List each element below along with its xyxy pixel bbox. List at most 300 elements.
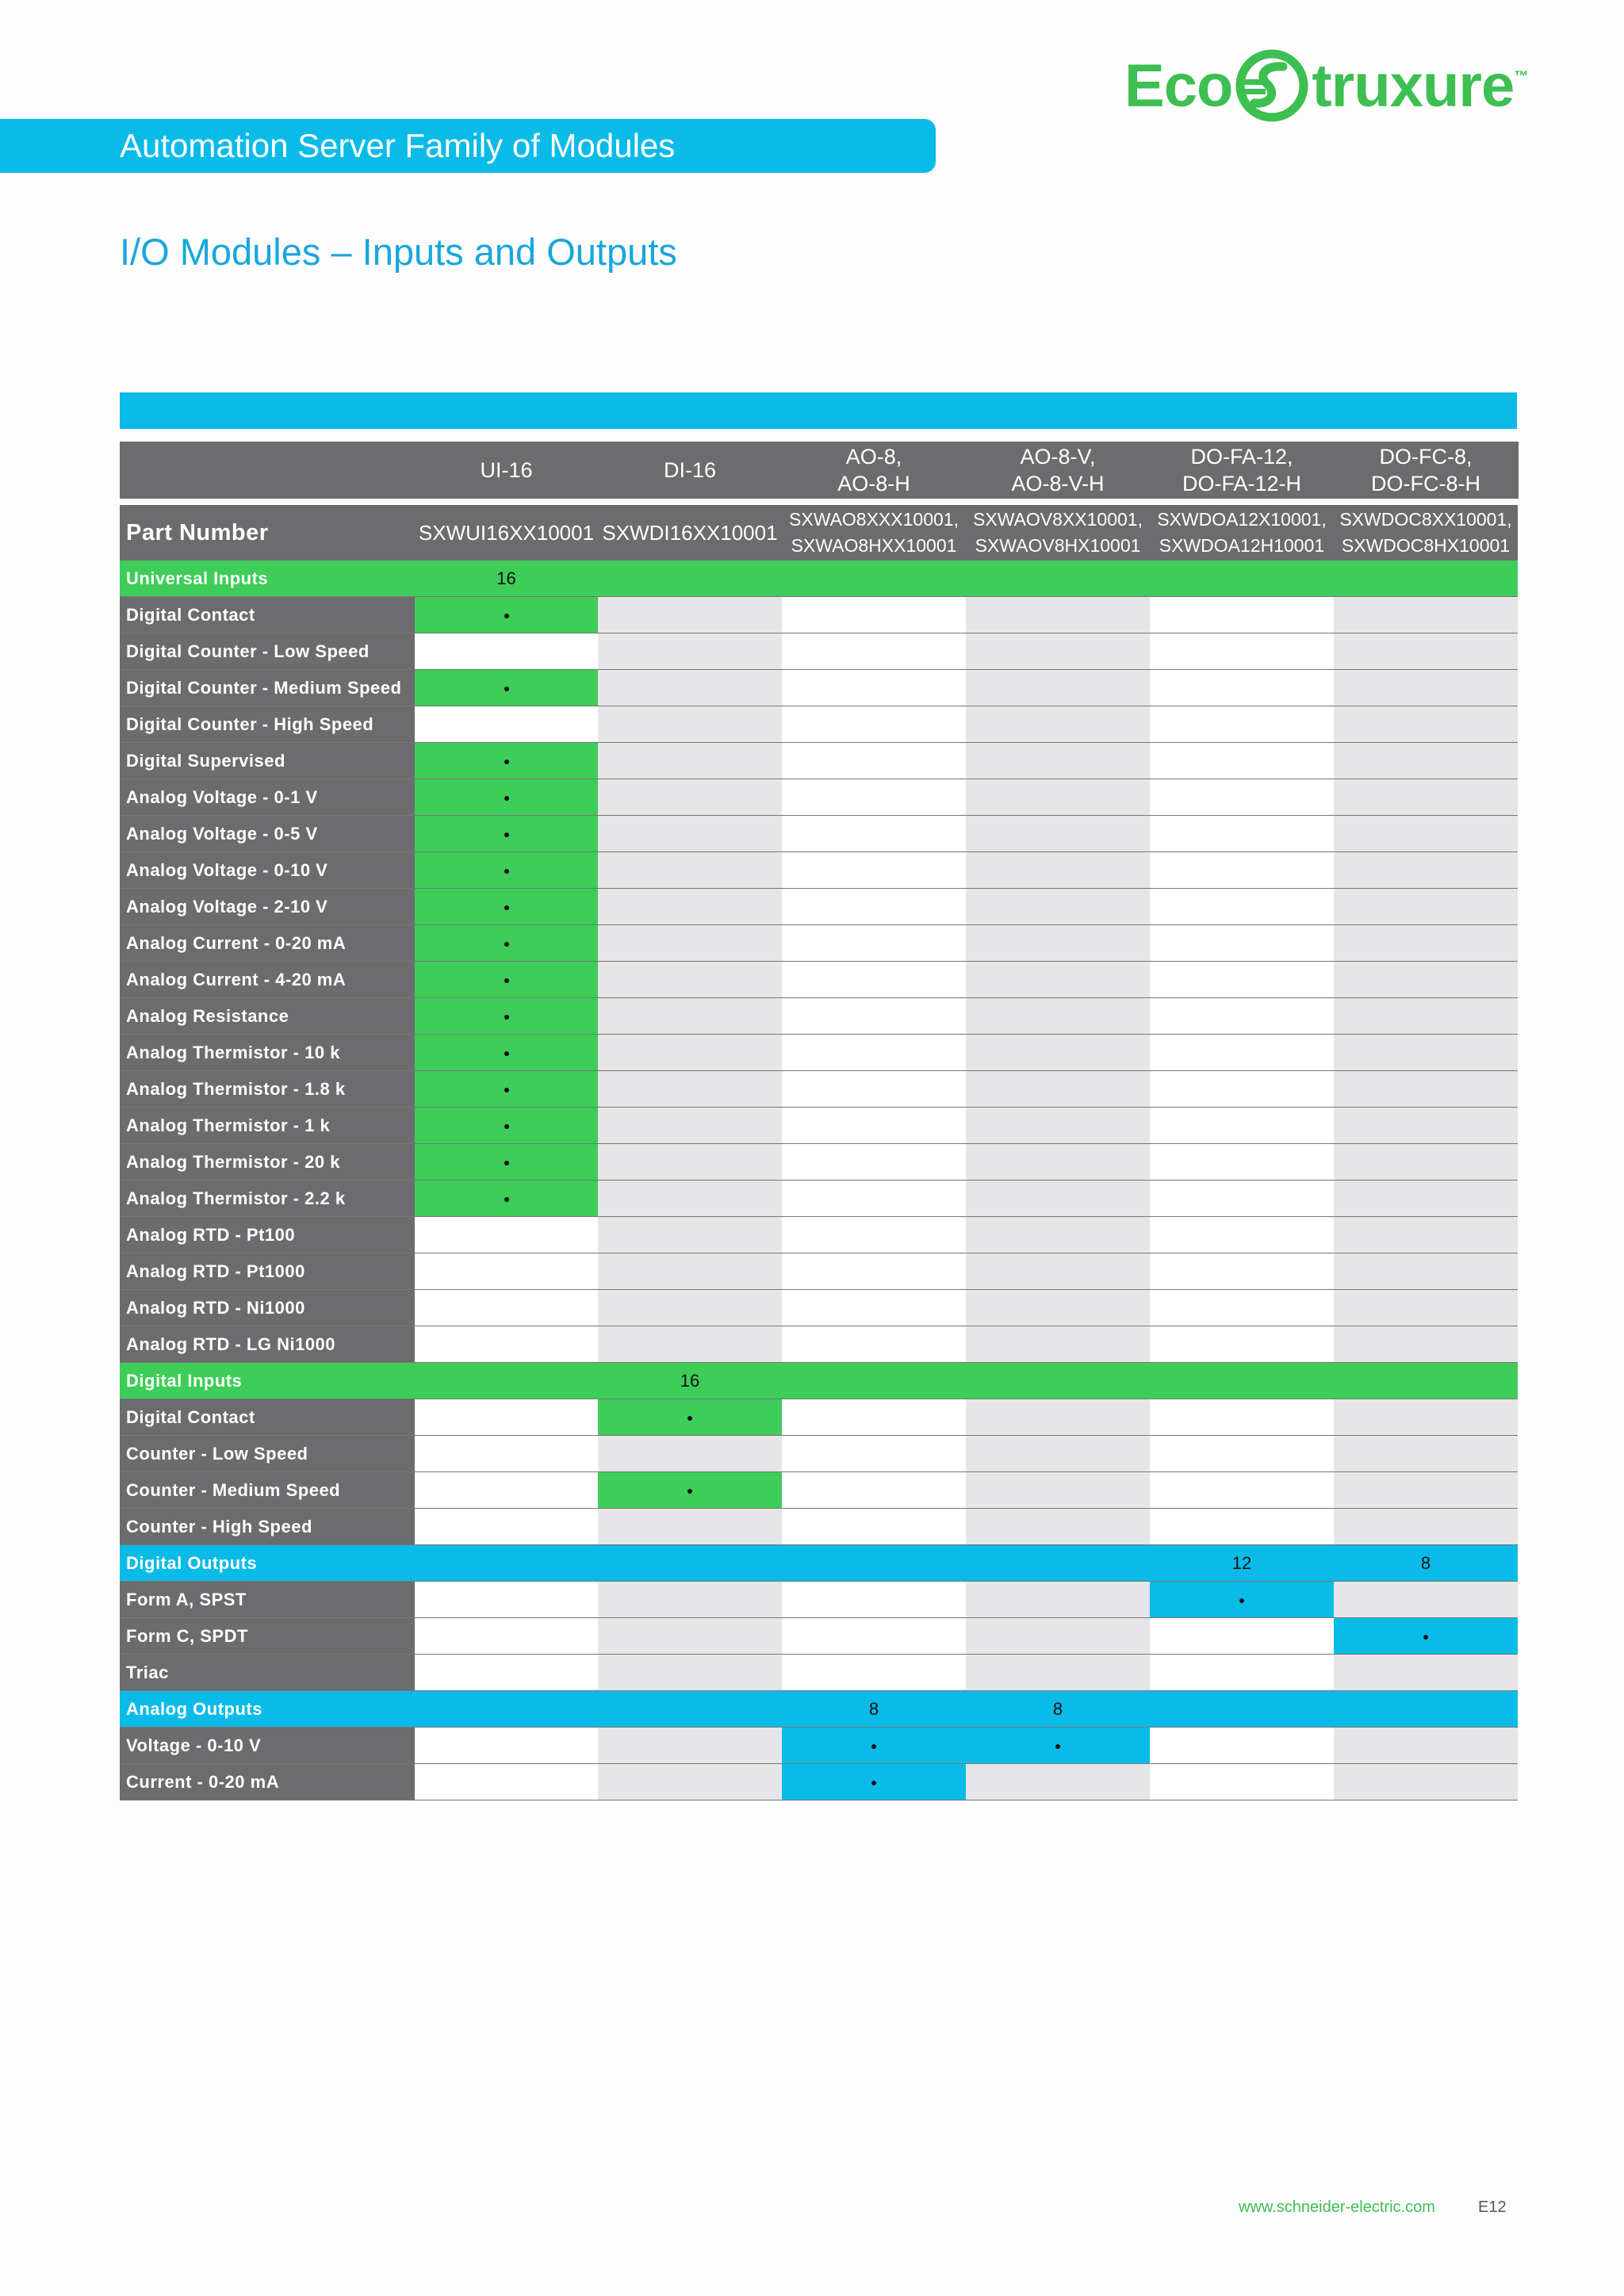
- table-row: [120, 1071, 1518, 1108]
- table-cell: [1334, 1217, 1518, 1253]
- table-row: [120, 889, 1518, 925]
- table-cell: [598, 1618, 782, 1655]
- column-header: DO-FC-8, DO-FC-8-H: [1334, 442, 1518, 499]
- section-count: [782, 1545, 966, 1582]
- supported-dot-icon: [1423, 1635, 1428, 1640]
- row-label: Counter - High Speed: [120, 1509, 415, 1545]
- table-cell: [966, 1509, 1150, 1545]
- table-cell: [782, 1582, 966, 1618]
- table-cell: [415, 889, 598, 925]
- row-label: Digital Contact: [120, 1399, 415, 1436]
- table-cell: [1334, 1399, 1518, 1436]
- table-cell: [415, 852, 598, 889]
- table-cell: [598, 1326, 782, 1363]
- table-cell: [1334, 633, 1518, 670]
- section-count: [966, 1363, 1150, 1399]
- table-cell: [598, 1144, 782, 1181]
- table-cell: [415, 779, 598, 816]
- table-cell: [1150, 1290, 1334, 1326]
- table-cell: [782, 1509, 966, 1545]
- table-cell: [966, 1181, 1150, 1217]
- table-cell: [782, 1764, 966, 1800]
- table-cell: [966, 998, 1150, 1035]
- table-cell: [966, 816, 1150, 852]
- logo-trademark: ™: [1514, 68, 1528, 84]
- table-cell: [415, 1071, 598, 1108]
- supported-dot-icon: [504, 687, 509, 691]
- section-row-digital-inputs: [120, 1363, 1518, 1399]
- page-title: I/O Modules – Inputs and Outputs: [120, 231, 677, 273]
- table-cell: [415, 1472, 598, 1509]
- table-cell: [415, 1181, 598, 1217]
- table-cell: [415, 743, 598, 779]
- table-cell: [966, 1472, 1150, 1509]
- row-label: Counter - Low Speed: [120, 1436, 415, 1472]
- table-cell: [598, 1108, 782, 1144]
- section-count: [598, 561, 782, 597]
- table-cell: [966, 925, 1150, 962]
- section-count: [415, 1691, 598, 1728]
- table-cell: [415, 1728, 598, 1764]
- table-row: [120, 1509, 1518, 1545]
- table-cell: [415, 597, 598, 633]
- column-header: DI-16: [598, 442, 782, 499]
- table-cell: [966, 1108, 1150, 1144]
- table-cell: [415, 998, 598, 1035]
- row-label: Analog Voltage - 0-5 V: [120, 816, 415, 852]
- table-cell: [1150, 1035, 1334, 1071]
- table-cell: [415, 706, 598, 743]
- row-label: Form C, SPDT: [120, 1618, 415, 1655]
- table-cell: [598, 998, 782, 1035]
- table-cell: [966, 1326, 1150, 1363]
- table-cell: [1334, 925, 1518, 962]
- table-cell: [598, 852, 782, 889]
- table-cell: [1150, 1618, 1334, 1655]
- table-cell: [1334, 1108, 1518, 1144]
- table-cell: [415, 1764, 598, 1800]
- table-cell: [1334, 816, 1518, 852]
- table-cell: [598, 1290, 782, 1326]
- table-cell: [1150, 1108, 1334, 1144]
- table-cell: [1150, 1472, 1334, 1509]
- table-cell: [966, 889, 1150, 925]
- table-row: [120, 1472, 1518, 1509]
- table-row: [120, 1728, 1518, 1764]
- supported-dot-icon: [504, 1088, 509, 1093]
- table-cell: [415, 1035, 598, 1071]
- table-cell: [1334, 1035, 1518, 1071]
- table-cell: [966, 1217, 1150, 1253]
- supported-dot-icon: [504, 942, 509, 947]
- table-cell: [1150, 633, 1334, 670]
- supported-dot-icon: [688, 1416, 692, 1421]
- table-cell: [1150, 1764, 1334, 1800]
- table-cell: [415, 1582, 598, 1618]
- table-cell: [966, 670, 1150, 706]
- table-cell: [1334, 1436, 1518, 1472]
- table-cell: [1150, 670, 1334, 706]
- section-count: 16: [415, 561, 598, 597]
- section-count: [782, 1363, 966, 1399]
- io-modules-table: [120, 442, 1519, 1800]
- table-cell: [782, 670, 966, 706]
- table-cell: [1150, 1253, 1334, 1290]
- row-label: Analog Resistance: [120, 998, 415, 1035]
- table-cell: [782, 1326, 966, 1363]
- table-cell: [782, 1655, 966, 1691]
- table-cell: [415, 816, 598, 852]
- table-cell: [782, 1618, 966, 1655]
- table-cell: [1334, 1582, 1518, 1618]
- supported-dot-icon: [504, 978, 509, 983]
- table-row: [120, 670, 1518, 706]
- section-count: [1334, 1691, 1518, 1728]
- row-label: Analog RTD - Pt100: [120, 1217, 415, 1253]
- table-cell: [598, 816, 782, 852]
- section-count: 8: [1334, 1545, 1518, 1582]
- table-cell: [598, 743, 782, 779]
- table-cell: [598, 633, 782, 670]
- table-cell: [598, 597, 782, 633]
- supported-dot-icon: [504, 1015, 509, 1020]
- table-row: [120, 1144, 1518, 1181]
- row-label: Triac: [120, 1655, 415, 1691]
- table-cell: [782, 743, 966, 779]
- supported-dot-icon: [504, 1124, 509, 1129]
- table-cell: [1150, 962, 1334, 998]
- table-cell: [1334, 597, 1518, 633]
- table-cell: [598, 1253, 782, 1290]
- table-row: [120, 1764, 1518, 1800]
- section-label: Analog Outputs: [120, 1691, 415, 1728]
- table-cell: [1150, 816, 1334, 852]
- table-cell: [782, 1436, 966, 1472]
- table-cell: [415, 1436, 598, 1472]
- table-cell: [1150, 998, 1334, 1035]
- supported-dot-icon: [688, 1489, 692, 1494]
- row-label: Counter - Medium Speed: [120, 1472, 415, 1509]
- table-cell: [598, 1436, 782, 1472]
- table-cell: [598, 1655, 782, 1691]
- table-cell: [782, 1253, 966, 1290]
- table-row: [120, 1582, 1518, 1618]
- table-cell: [1334, 1509, 1518, 1545]
- part-number: SXWDOC8XX10001, SXWDOC8HX10001: [1334, 505, 1518, 561]
- table-cell: [966, 1290, 1150, 1326]
- table-cell: [415, 1326, 598, 1363]
- table-cell: [598, 1728, 782, 1764]
- row-label: Digital Counter - High Speed: [120, 706, 415, 743]
- table-row: [120, 597, 1518, 633]
- table-cell: [598, 1472, 782, 1509]
- table-cell: [782, 706, 966, 743]
- table-row: [120, 1655, 1518, 1691]
- supported-dot-icon: [504, 1197, 509, 1202]
- table-row: [120, 816, 1518, 852]
- row-label: Digital Counter - Low Speed: [120, 633, 415, 670]
- column-header: AO-8-V, AO-8-V-H: [966, 442, 1150, 499]
- table-cell: [1334, 1181, 1518, 1217]
- column-header: DO-FA-12, DO-FA-12-H: [1150, 442, 1334, 499]
- part-number: SXWDOA12X10001, SXWDOA12H10001: [1150, 505, 1334, 561]
- table-cell: [598, 1071, 782, 1108]
- table-cell: [966, 1253, 1150, 1290]
- table-row: [120, 962, 1518, 998]
- section-label: Digital Inputs: [120, 1363, 415, 1399]
- row-label: Analog RTD - Ni1000: [120, 1290, 415, 1326]
- table-row: [120, 1108, 1518, 1144]
- table-cell: [1334, 1253, 1518, 1290]
- table-cell: [966, 706, 1150, 743]
- row-label: Digital Contact: [120, 597, 415, 633]
- table-cell: [415, 1399, 598, 1436]
- table-cell: [598, 1035, 782, 1071]
- table-cell: [1150, 1144, 1334, 1181]
- row-label: Voltage - 0-10 V: [120, 1728, 415, 1764]
- table-cell: [782, 1217, 966, 1253]
- table-cell: [782, 816, 966, 852]
- table-cell: [1334, 852, 1518, 889]
- table-cell: [1334, 1326, 1518, 1363]
- model-header-row: [120, 442, 1518, 499]
- table-cell: [415, 1253, 598, 1290]
- table-cell: [1150, 1509, 1334, 1545]
- table-cell: [415, 1217, 598, 1253]
- table-cell: [1334, 706, 1518, 743]
- table-cell: [598, 1217, 782, 1253]
- table-row: [120, 1035, 1518, 1071]
- table-row: [120, 1399, 1518, 1436]
- table-cell: [598, 962, 782, 998]
- logo-s-icon: [1234, 48, 1310, 124]
- supported-dot-icon: [1239, 1598, 1244, 1603]
- table-cell: [966, 1436, 1150, 1472]
- table-cell: [1150, 779, 1334, 816]
- section-count: [598, 1691, 782, 1728]
- table-cell: [1150, 1436, 1334, 1472]
- table-cell: [782, 1071, 966, 1108]
- table-cell: [415, 1290, 598, 1326]
- table-cell: [1334, 1290, 1518, 1326]
- table-cell: [1150, 1181, 1334, 1217]
- banner-title: Automation Server Family of Modules: [120, 127, 676, 164]
- table-cell: [966, 852, 1150, 889]
- part-number-label: Part Number: [120, 505, 415, 561]
- supported-dot-icon: [504, 905, 509, 910]
- ecostruxure-logo: [1124, 46, 1527, 125]
- table-cell: [598, 706, 782, 743]
- table-cell: [1150, 1399, 1334, 1436]
- column-header: UI-16: [415, 442, 598, 499]
- section-count: [1150, 561, 1334, 597]
- section-count: [1334, 561, 1518, 597]
- table-cell: [1334, 889, 1518, 925]
- table-cell: [415, 962, 598, 998]
- table-cell: [966, 1399, 1150, 1436]
- table-cell: [1334, 743, 1518, 779]
- table-cell: [1150, 1582, 1334, 1618]
- table-cell: [415, 1509, 598, 1545]
- table-cell: [966, 597, 1150, 633]
- section-count: 8: [782, 1691, 966, 1728]
- table-cell: [415, 633, 598, 670]
- table-cell: [782, 889, 966, 925]
- supported-dot-icon: [504, 614, 509, 618]
- section-count: 16: [598, 1363, 782, 1399]
- section-row-analog-outputs: [120, 1691, 1518, 1728]
- table-cell: [966, 1764, 1150, 1800]
- table-cell: [782, 1035, 966, 1071]
- supported-dot-icon: [504, 869, 509, 874]
- table-cell: [782, 1728, 966, 1764]
- table-cell: [1334, 1764, 1518, 1800]
- section-count: 12: [1150, 1545, 1334, 1582]
- part-number: SXWAO8XXX10001, SXWAO8HXX10001: [782, 505, 966, 561]
- section-count: [415, 1545, 598, 1582]
- table-cell: [1150, 1655, 1334, 1691]
- table-cell: [1150, 925, 1334, 962]
- table-row: [120, 1436, 1518, 1472]
- table-row: [120, 1217, 1518, 1253]
- row-label: Analog RTD - LG Ni1000: [120, 1326, 415, 1363]
- table-cell: [598, 1582, 782, 1618]
- row-label: Form A, SPST: [120, 1582, 415, 1618]
- row-label: Analog Current - 0-20 mA: [120, 925, 415, 962]
- row-label: Analog Thermistor - 20 k: [120, 1144, 415, 1181]
- table-cell: [1334, 962, 1518, 998]
- table-cell: [966, 1655, 1150, 1691]
- table-cell: [782, 925, 966, 962]
- table-cell: [415, 1655, 598, 1691]
- table-row: [120, 1618, 1518, 1655]
- section-label: Digital Outputs: [120, 1545, 415, 1582]
- table-cell: [598, 670, 782, 706]
- table-row: [120, 779, 1518, 816]
- table-row: [120, 633, 1518, 670]
- table-cell: [1334, 1472, 1518, 1509]
- supported-dot-icon: [1055, 1744, 1060, 1749]
- table-cell: [598, 1399, 782, 1436]
- table-row: [120, 1326, 1518, 1363]
- table-cell: [1150, 597, 1334, 633]
- section-row-digital-outputs: [120, 1545, 1518, 1582]
- table-cell: [782, 1472, 966, 1509]
- table-cell: [966, 743, 1150, 779]
- section-count: [1334, 1363, 1518, 1399]
- table-cell: [415, 1618, 598, 1655]
- table-row: [120, 743, 1518, 779]
- table-cell: [966, 962, 1150, 998]
- table-cell: [598, 1181, 782, 1217]
- table-cell: [966, 1582, 1150, 1618]
- table-cell: [598, 1764, 782, 1800]
- table-cell: [782, 1399, 966, 1436]
- row-label: Analog RTD - Pt1000: [120, 1253, 415, 1290]
- table-cell: [782, 1108, 966, 1144]
- table-cell: [1334, 1144, 1518, 1181]
- table-cell: [415, 925, 598, 962]
- footer-url: www.schneider-electric.com: [1239, 2198, 1435, 2216]
- header-corner: [120, 442, 415, 499]
- footer-page-number: E12: [1478, 2198, 1507, 2216]
- table-cell: [782, 962, 966, 998]
- table-cell: [966, 633, 1150, 670]
- table-cell: [598, 1509, 782, 1545]
- table-cell: [415, 670, 598, 706]
- table-cell: [966, 1144, 1150, 1181]
- table-cell: [1334, 1071, 1518, 1108]
- row-label: Analog Thermistor - 1.8 k: [120, 1071, 415, 1108]
- row-label: Digital Supervised: [120, 743, 415, 779]
- table-cell: [966, 1618, 1150, 1655]
- table-cell: [1150, 1728, 1334, 1764]
- table-cell: [1334, 779, 1518, 816]
- supported-dot-icon: [871, 1781, 876, 1785]
- table-row: [120, 1181, 1518, 1217]
- part-number-row: [120, 505, 1518, 561]
- table-cell: [415, 1108, 598, 1144]
- part-number: SXWDI16XX10001: [598, 505, 782, 561]
- table-top-bar: [120, 392, 1517, 429]
- supported-dot-icon: [504, 1051, 509, 1056]
- row-label: Digital Counter - Medium Speed: [120, 670, 415, 706]
- table-cell: [1150, 1326, 1334, 1363]
- section-count: [1150, 1691, 1334, 1728]
- column-header: AO-8, AO-8-H: [782, 442, 966, 499]
- table-cell: [598, 925, 782, 962]
- table-cell: [1334, 1728, 1518, 1764]
- part-number: SXWAOV8XX10001, SXWAOV8HX10001: [966, 505, 1150, 561]
- row-label: Analog Thermistor - 2.2 k: [120, 1181, 415, 1217]
- table-cell: [966, 1728, 1150, 1764]
- table-cell: [1334, 998, 1518, 1035]
- table-row: [120, 1253, 1518, 1290]
- row-label: Analog Thermistor - 1 k: [120, 1108, 415, 1144]
- table-cell: [782, 1181, 966, 1217]
- table-cell: [598, 889, 782, 925]
- table-cell: [966, 1035, 1150, 1071]
- section-count: [966, 1545, 1150, 1582]
- table-cell: [1150, 1217, 1334, 1253]
- row-label: Analog Voltage - 0-1 V: [120, 779, 415, 816]
- table-cell: [782, 597, 966, 633]
- table-row: [120, 706, 1518, 743]
- table-cell: [1150, 706, 1334, 743]
- section-count: [415, 1363, 598, 1399]
- table-row: [120, 925, 1518, 962]
- table-row: [120, 852, 1518, 889]
- section-count: [1150, 1363, 1334, 1399]
- table-cell: [782, 998, 966, 1035]
- row-label: Analog Thermistor - 10 k: [120, 1035, 415, 1071]
- table-cell: [782, 1144, 966, 1181]
- table-cell: [966, 779, 1150, 816]
- row-label: Analog Voltage - 2-10 V: [120, 889, 415, 925]
- table-cell: [782, 852, 966, 889]
- part-number: SXWUI16XX10001: [415, 505, 598, 561]
- logo-text-right: truxure: [1312, 52, 1515, 120]
- table-cell: [1150, 1071, 1334, 1108]
- table-cell: [782, 633, 966, 670]
- section-count: [598, 1545, 782, 1582]
- supported-dot-icon: [504, 796, 509, 801]
- supported-dot-icon: [504, 832, 509, 837]
- section-count: [966, 561, 1150, 597]
- supported-dot-icon: [871, 1744, 876, 1749]
- table-cell: [1150, 743, 1334, 779]
- table-cell: [1334, 1655, 1518, 1691]
